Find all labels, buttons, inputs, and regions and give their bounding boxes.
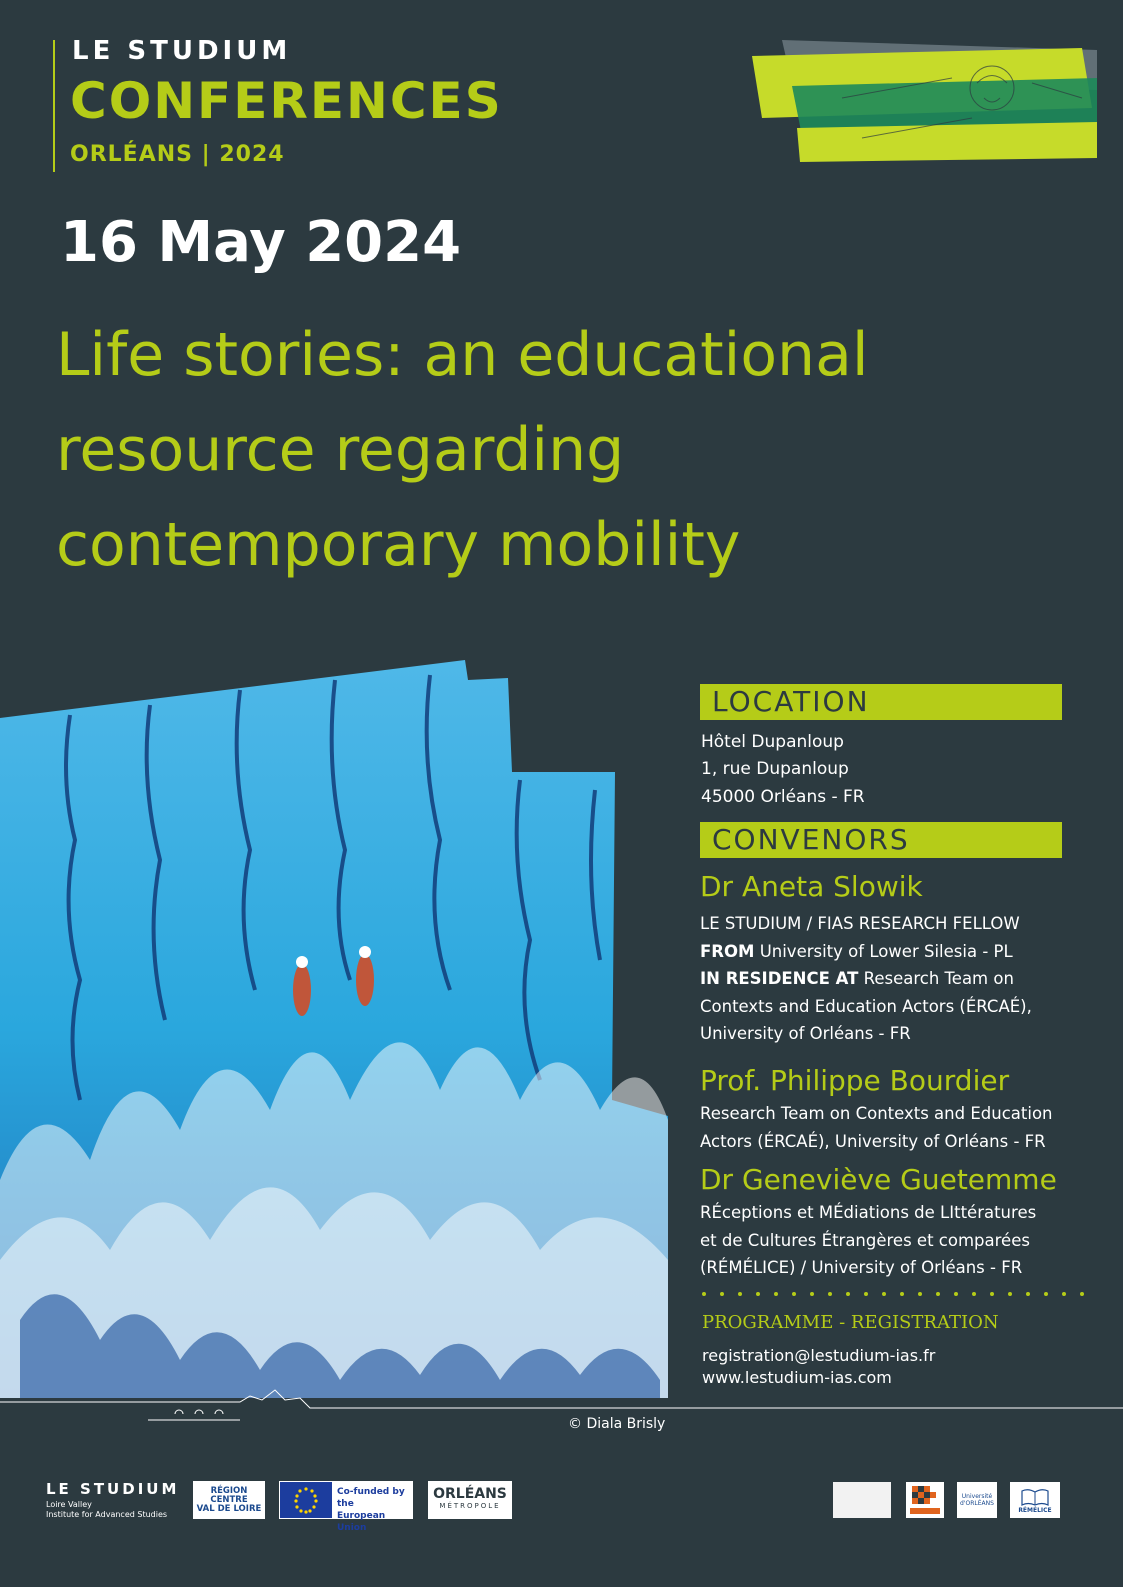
convenor-3-name: Dr Geneviève Guetemme: [700, 1163, 1057, 1196]
location-heading: LOCATION: [700, 684, 1062, 720]
eu-cofunded-logo: [279, 1481, 413, 1533]
orleans-logo-subtext: MÉTROPOLE: [439, 1502, 501, 1510]
convenor-3-line3: (RÉMÉLICE) / University of Orléans - FR: [700, 1258, 1023, 1277]
convenor-1-role: LE STUDIUM / FIAS RESEARCH FELLOW: [700, 914, 1020, 933]
university-orleans-logo: [957, 1482, 997, 1518]
artwork-swimmers-illustration: [0, 660, 690, 1400]
location-venue: Hôtel Dupanloup: [701, 732, 844, 752]
from-label: FROM: [700, 941, 755, 961]
convenor-1-from: [700, 938, 1090, 966]
remelice-text: RÉMÉLICE: [1018, 1506, 1052, 1514]
book-icon: [1020, 1487, 1050, 1507]
eu-flag-icon: [280, 1482, 332, 1518]
brand-conferences: CONFERENCES: [70, 72, 503, 130]
orleans-metropole-logo: [428, 1481, 512, 1519]
brand-city-year: ORLÉANS | 2024: [70, 142, 285, 167]
logo-subtitle-line1: Loire Valley: [46, 1500, 92, 1509]
le-studium-logo: LE STUDIUM: [46, 1480, 180, 1498]
decorative-banner: [752, 38, 1097, 168]
convenor-1-institution: University of Lower Silesia - PL: [759, 941, 1013, 961]
dotted-divider: [702, 1291, 1102, 1297]
convenor-1-residence-line1: Research Team on: [863, 969, 1014, 988]
convenors-heading: CONVENORS: [700, 822, 1062, 858]
location-street: 1, rue Dupanloup: [701, 759, 849, 779]
univ-line1: Université: [961, 1493, 993, 1500]
region-line2: CENTRE: [210, 1494, 248, 1505]
programme-registration-label: PROGRAMME - REGISTRATION: [702, 1312, 999, 1333]
convenor-2-line1: Research Team on Contexts and Education: [700, 1104, 1053, 1123]
convenor-3-details: [700, 1199, 1090, 1282]
convenor-2-name: Prof. Philippe Bourdier: [700, 1064, 1010, 1097]
city-skyline-line: [0, 1388, 1123, 1428]
institute-logo: [833, 1482, 891, 1518]
header-divider: [53, 40, 55, 172]
orleans-logo-text: ORLÉANS: [433, 1486, 507, 1502]
univ-line2: d'ORLÉANS: [960, 1500, 994, 1507]
image-credit: © Diala Brisly: [568, 1416, 666, 1432]
convenor-1-details: [700, 910, 1090, 1048]
eu-line1: Co-funded by the: [337, 1487, 405, 1509]
location-city: 45000 Orléans - FR: [701, 787, 865, 807]
event-title: Life stories: an educational resource regarding contemporary mobility: [56, 320, 869, 580]
registration-email-link[interactable]: registration@lestudium-ias.fr: [702, 1346, 936, 1365]
event-date: 16 May 2024: [60, 210, 462, 275]
ercae-logo: [906, 1482, 944, 1518]
eu-line2: European Union: [337, 1511, 386, 1533]
brand-name: LE STUDIUM: [72, 36, 292, 66]
region-line1: RÉGION: [210, 1485, 248, 1496]
convenor-1-residence-line2: Contexts and Education Actors (ÉRCAÉ),: [700, 996, 1032, 1016]
website-link[interactable]: www.lestudium-ias.com: [702, 1368, 892, 1387]
residence-label: IN RESIDENCE AT: [700, 969, 859, 988]
region-centre-logo: [193, 1481, 265, 1519]
logo-subtitle-line2: Institute for Advanced Studies: [46, 1510, 168, 1519]
convenor-2-line2: Actors (ÉRCAÉ), University of Orléans - FR: [700, 1131, 1046, 1151]
convenor-1-residence-line3: University of Orléans - FR: [700, 1024, 911, 1043]
convenor-3-line1: RÉceptions et MÉdiations de LIttératures: [700, 1203, 1037, 1222]
convenor-2-details: [700, 1100, 1090, 1155]
convenor-1-name: Dr Aneta Slowik: [700, 870, 923, 903]
region-line3: VAL DE LOIRE: [196, 1503, 262, 1514]
remelice-logo: [1010, 1482, 1060, 1518]
le-studium-logo-subtitle: [46, 1500, 167, 1520]
convenor-1-residence: [700, 965, 1090, 993]
convenor-3-line2: et de Cultures Étrangères et comparées: [700, 1230, 1030, 1250]
